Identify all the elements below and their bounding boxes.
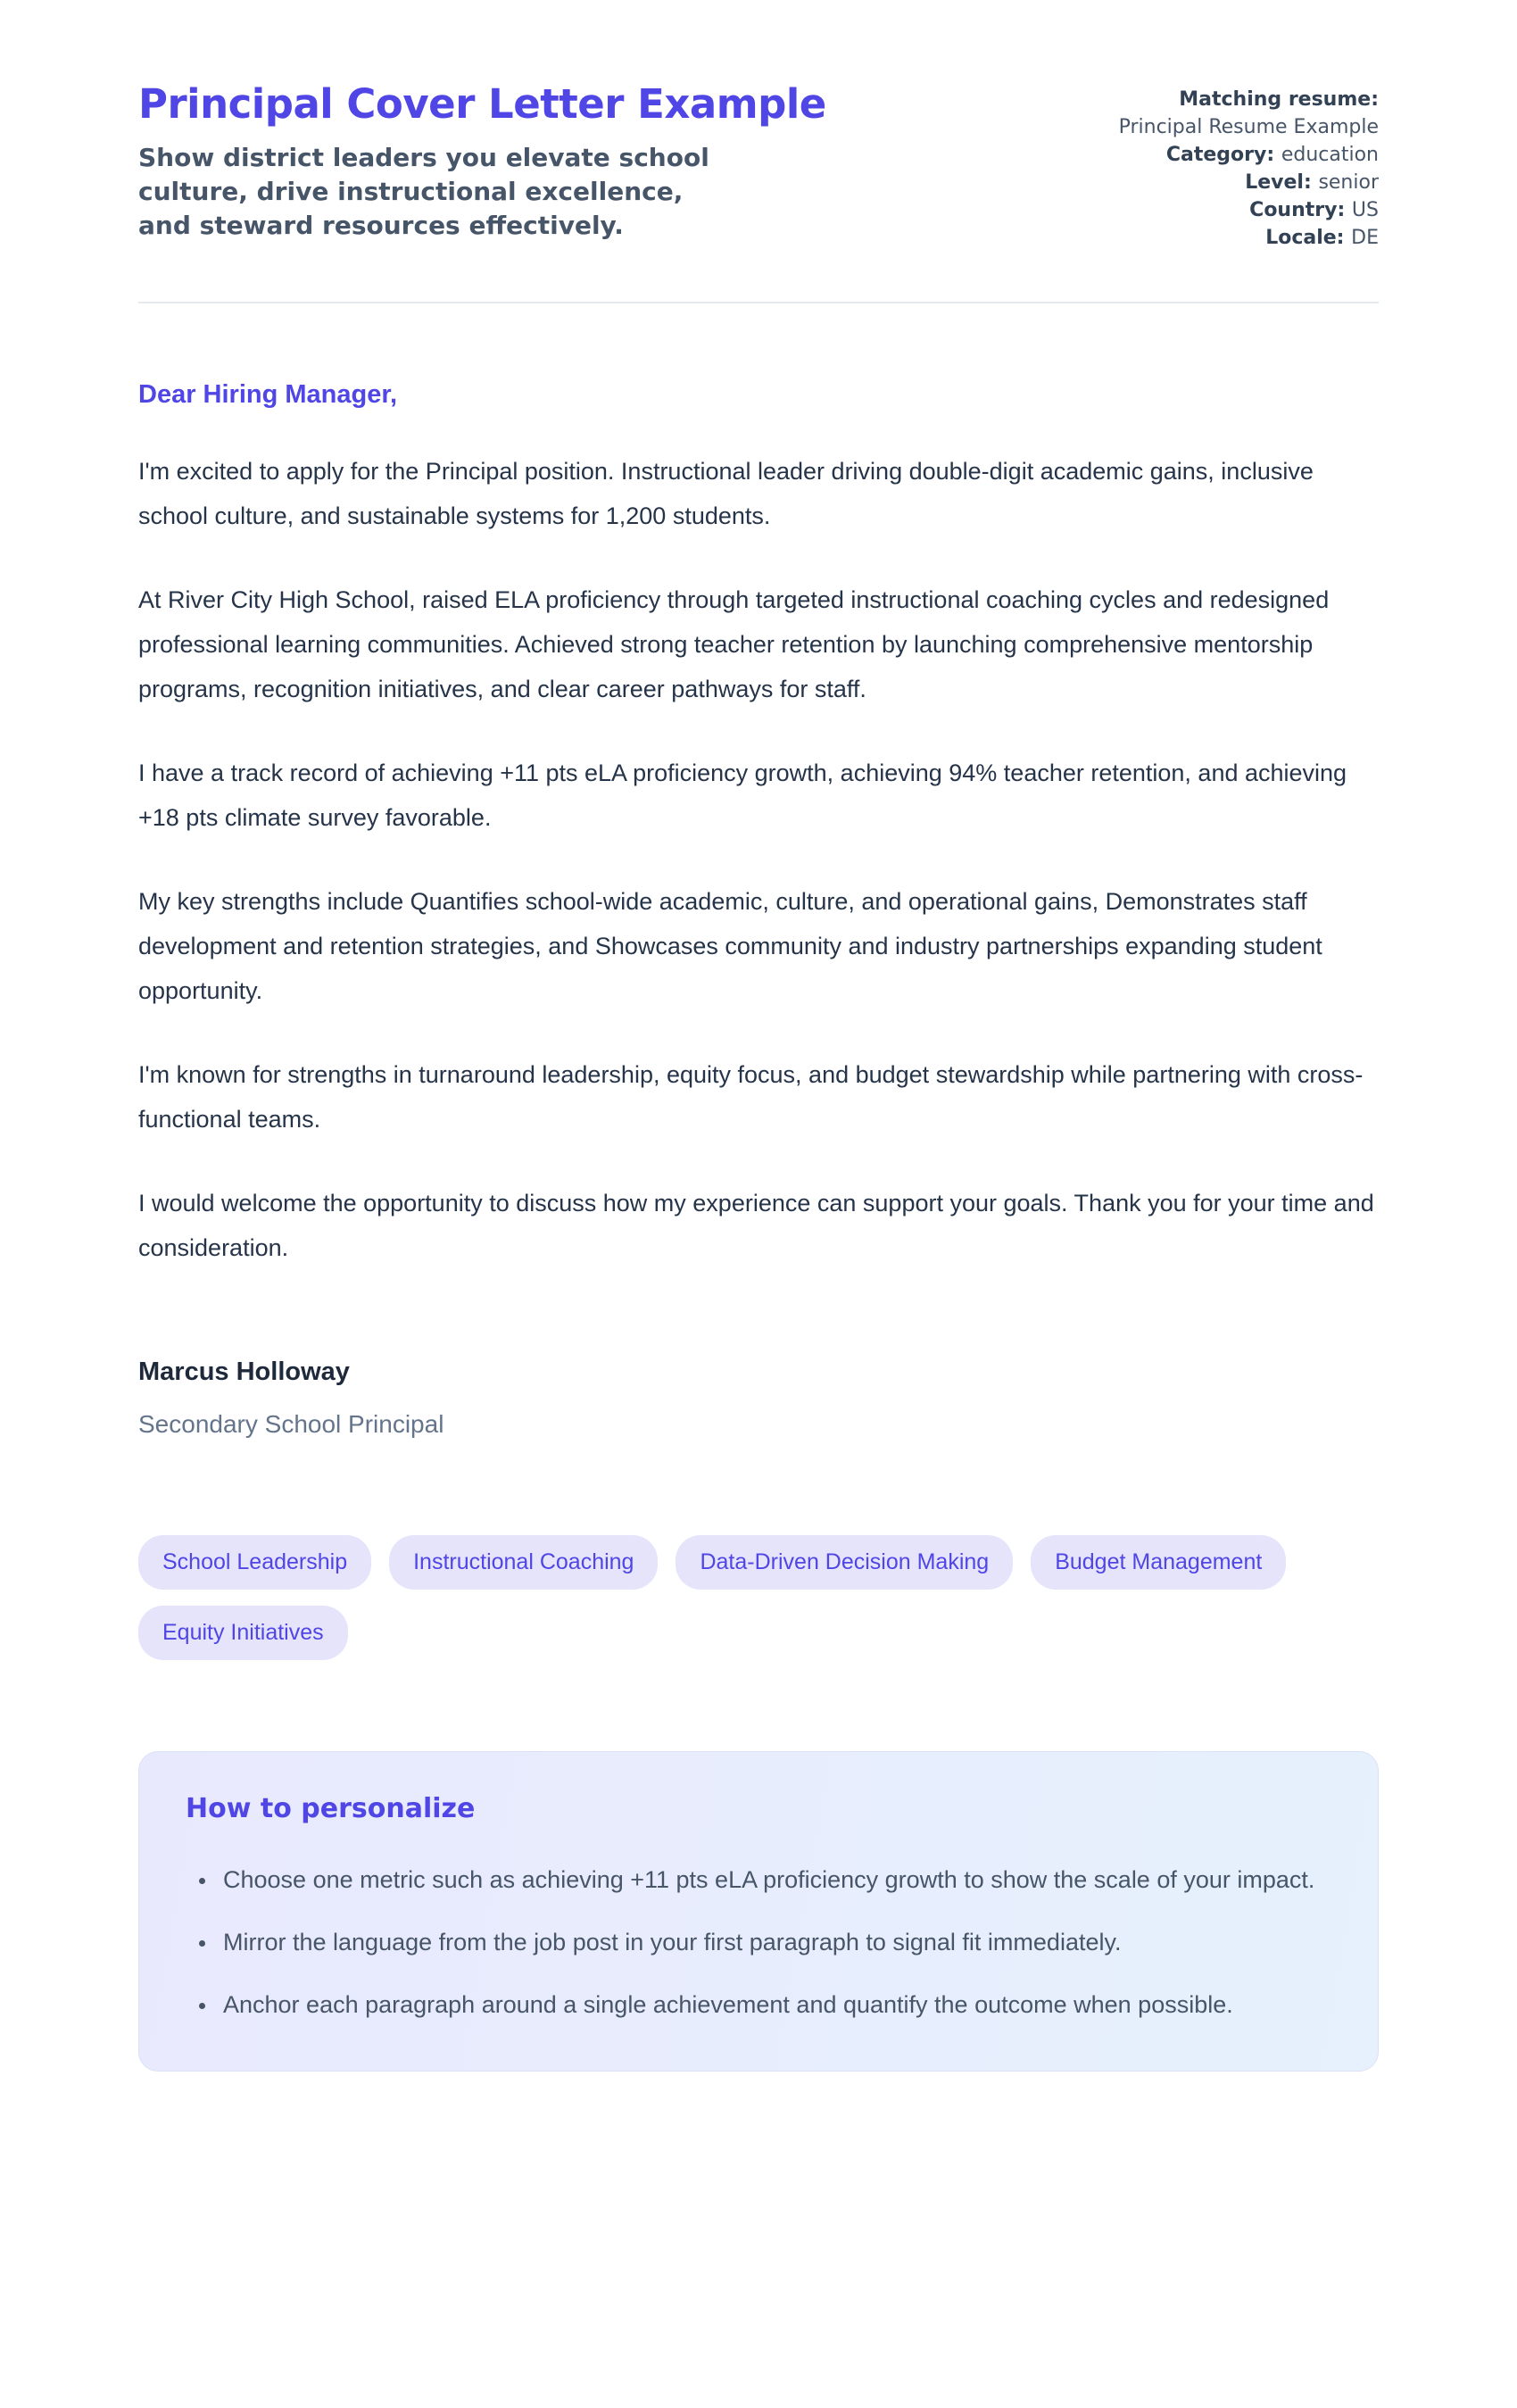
letter-paragraph-4: My key strengths include Quantifies school-wide academic, culture, and operational gains, Demonstrates staff development and retention strategies, and Showcases community and industry partnerships expanding student opportunity.: [138, 888, 1322, 1004]
meta-matching-resume: [1102, 86, 1379, 141]
header-divider: [138, 302, 1379, 303]
greeting: Dear Hiring Manager,: [138, 380, 398, 409]
locale-label: Locale:: [1265, 227, 1352, 249]
meta-country: [1102, 196, 1379, 224]
header-title-block: [138, 82, 1102, 243]
page-subtitle: Show district leaders you elevate school culture, drive instructional excellence, and steward resources effectively.: [138, 142, 709, 240]
callout-title: How to personalize: [186, 1793, 476, 1824]
matching-resume-label: Matching resume:: [1179, 88, 1379, 111]
header: [138, 82, 1379, 252]
callout-bullet-3: • Anchor each paragraph around a single achievement and quantify the outcome when possible.: [218, 1983, 1331, 2026]
tag-equity-initiatives[interactable]: Equity Initiatives: [138, 1606, 348, 1660]
meta-panel: [1102, 82, 1379, 252]
letter-body: [138, 380, 1379, 1439]
letter-paragraph-5: I'm known for strengths in turnaround leadership, equity focus, and budget stewardship while partnering with cross-functional teams.: [138, 1061, 1364, 1133]
tag-school-leadership[interactable]: School Leadership: [138, 1535, 371, 1590]
tag-instructional-coaching[interactable]: Instructional Coaching: [389, 1535, 658, 1590]
locale-value: DE: [1351, 227, 1379, 249]
callout-bullet-1: • Choose one metric such as achieving +11 pts eLA proficiency growth to show the scale of your impact.: [218, 1858, 1331, 1901]
meta-category: [1102, 141, 1379, 169]
matching-resume-value: Principal Resume Example: [1118, 116, 1379, 138]
page-title: Principal Cover Letter Example: [138, 80, 826, 128]
tag-budget-management[interactable]: Budget Management: [1031, 1535, 1286, 1590]
signature-role: Secondary School Principal: [138, 1410, 444, 1438]
tag-data-driven-decision-making[interactable]: Data-Driven Decision Making: [676, 1535, 1013, 1590]
level-label: Level:: [1245, 171, 1319, 194]
signature-name: Marcus Holloway: [138, 1358, 350, 1386]
callout-bullet-2: • Mirror the language from the job post in your first paragraph to signal fit immediately.: [218, 1921, 1331, 1964]
category-label: Category:: [1165, 144, 1281, 166]
tag-list: [138, 1535, 1379, 1660]
level-value: senior: [1318, 171, 1379, 194]
letter-paragraph-1: I'm excited to apply for the Principal position. Instructional leader driving double-digit academic gains, inclusive school culture, and sustainable systems for 1,200 students.: [138, 458, 1314, 529]
callout-bullet-list: [186, 1858, 1331, 2026]
category-value: education: [1281, 144, 1379, 166]
meta-level: [1102, 169, 1379, 196]
country-label: Country:: [1249, 199, 1352, 221]
letter-paragraph-3: I have a track record of achieving +11 pts eLA proficiency growth, achieving 94% teacher retention, and achieving +18 pts climate survey favorable.: [138, 760, 1347, 831]
letter-paragraph-6: I would welcome the opportunity to discuss how my experience can support your goals. Thank you for your time and consideration.: [138, 1190, 1374, 1261]
personalize-callout: [138, 1751, 1379, 2072]
country-value: US: [1351, 199, 1379, 221]
meta-locale: [1102, 224, 1379, 252]
letter-paragraph-2: At River City High School, raised ELA proficiency through targeted instructional coaching cycles and redesigned professional learning communities. Achieved strong teacher retention by launching comprehensive mentorship programs, recognition initiatives, and clear career pathways for staff.: [138, 586, 1330, 702]
